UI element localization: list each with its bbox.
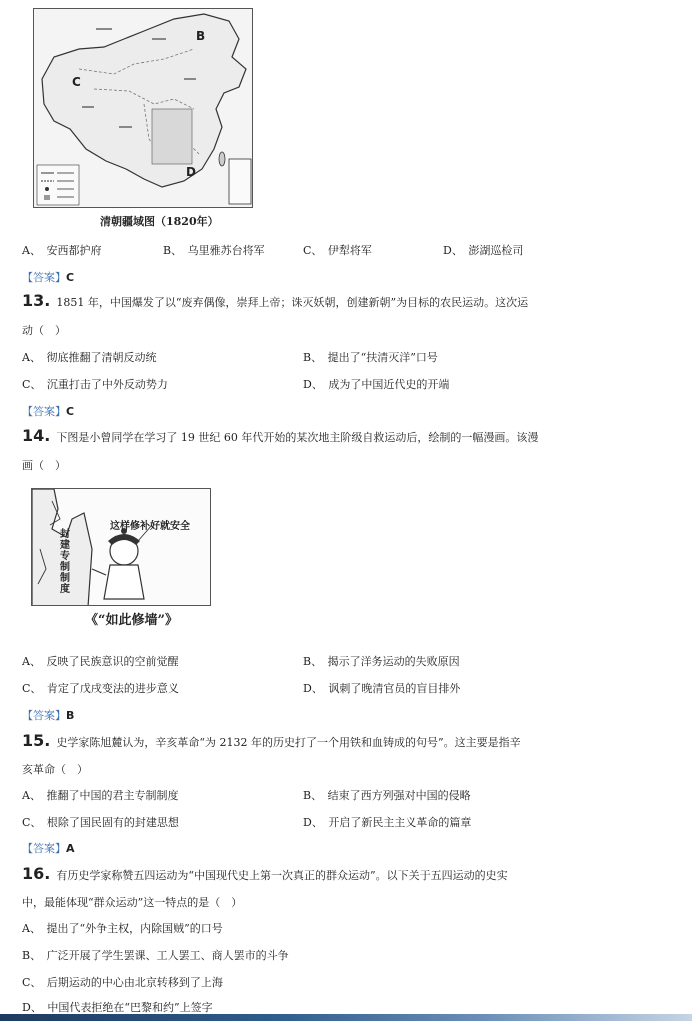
map-label-d: D bbox=[186, 165, 196, 179]
q13-option-c: C、 沉重打击了中外反动势力 bbox=[22, 378, 168, 391]
bottom-bar bbox=[0, 1014, 692, 1021]
q14-answer: 【答案】B bbox=[22, 709, 75, 722]
q16-option-a: A、 提出了“外争主权，内除国贼”的口号 bbox=[22, 922, 223, 935]
q16-stem-line2: 中，最能体现“群众运动”这一特点的是（ ） bbox=[22, 896, 243, 909]
q13-answer: 【答案】C bbox=[22, 405, 75, 418]
q12-option-c: C、 伊犁将军 bbox=[303, 244, 372, 257]
q13-stem-line1: 13. 1851 年，中国爆发了以“废弃偶像，崇拜上帝；诛灭妖朝，创建新朝”为目标的农民运动。这次运 bbox=[22, 291, 529, 310]
q13-option-b: B、 提出了“扶清灭洋”口号 bbox=[303, 351, 438, 364]
cartoon-caption: 《“如此修墙”》 bbox=[85, 613, 178, 628]
q13-option-d: D、 成为了中国近代史的开端 bbox=[303, 378, 450, 391]
q15-stem-line1: 15. 史学家陈旭麓认为，辛亥革命“为 2132 年的历史打了一个用铁和血铸成的句号”。这主要是指辛 bbox=[22, 731, 521, 750]
q16-option-d: D、 中国代表拒绝在“巴黎和约”上签字 bbox=[22, 1001, 213, 1014]
wall-repair-cartoon bbox=[31, 488, 211, 606]
map-label-b: B bbox=[196, 29, 206, 43]
map-drawing bbox=[34, 9, 253, 208]
q15-number: 15. bbox=[22, 731, 51, 750]
q15-stem-line2: 亥革命（ ） bbox=[22, 763, 88, 776]
q14-number: 14. bbox=[22, 426, 51, 445]
q14-stem-line1: 14. 下图是小曾同学在学习了 19 世纪 60 年代开始的某次地主阶级自救运动后，绘制的一幅漫画。该漫 bbox=[22, 426, 539, 445]
q13-stem-line2: 动（ ） bbox=[22, 324, 66, 337]
q15-option-a: A、 推翻了中国的君主专制制度 bbox=[22, 789, 179, 802]
cartoon-speech: 这样修补好就安全 bbox=[110, 521, 190, 532]
q14-option-b: B、 揭示了洋务运动的失败原因 bbox=[303, 655, 460, 668]
q16-option-b: B、 广泛开展了学生罢课、工人罢工、商人罢市的斗争 bbox=[22, 949, 289, 962]
q16-number: 16. bbox=[22, 864, 51, 883]
q12-option-d: D、 澎湖巡检司 bbox=[443, 244, 524, 257]
q12-answer: 【答案】C bbox=[22, 271, 75, 284]
q14-option-c: C、 肯定了戊戌变法的进步意义 bbox=[22, 682, 179, 695]
q16-option-c: C、 后期运动的中心由北京转移到了上海 bbox=[22, 976, 223, 989]
q14-option-a: A、 反映了民族意识的空前觉醒 bbox=[22, 655, 179, 668]
q15-option-b: B、 结束了西方列强对中国的侵略 bbox=[303, 789, 471, 802]
cartoon-wall-text: 封建专制制度 bbox=[60, 529, 70, 595]
q16-stem-line1: 16. 有历史学家称赞五四运动为“中国现代史上第一次真正的群众运动”。以下关于五四运动的史实 bbox=[22, 864, 508, 883]
map-label-c: C bbox=[72, 75, 81, 89]
q15-option-c: C、 根除了国民固有的封建思想 bbox=[22, 816, 179, 829]
q14-option-d: D、 讽刺了晚清官员的盲目排外 bbox=[303, 682, 461, 695]
q15-option-d: D、 开启了新民主主义革命的篇章 bbox=[303, 816, 472, 829]
map-caption: 清朝疆域图（1820年） bbox=[100, 215, 219, 228]
q14-stem-line2: 画（ ） bbox=[22, 459, 66, 472]
q12-option-b: B、 乌里雅苏台将军 bbox=[163, 244, 265, 257]
cartoon-drawing bbox=[32, 489, 211, 606]
q12-option-a: A、 安西都护府 bbox=[22, 244, 102, 257]
qing-territory-map bbox=[33, 8, 253, 208]
q13-number: 13. bbox=[22, 291, 51, 310]
q13-option-a: A、 彻底推翻了清朝反动统 bbox=[22, 351, 157, 364]
q15-answer: 【答案】A bbox=[22, 842, 75, 855]
